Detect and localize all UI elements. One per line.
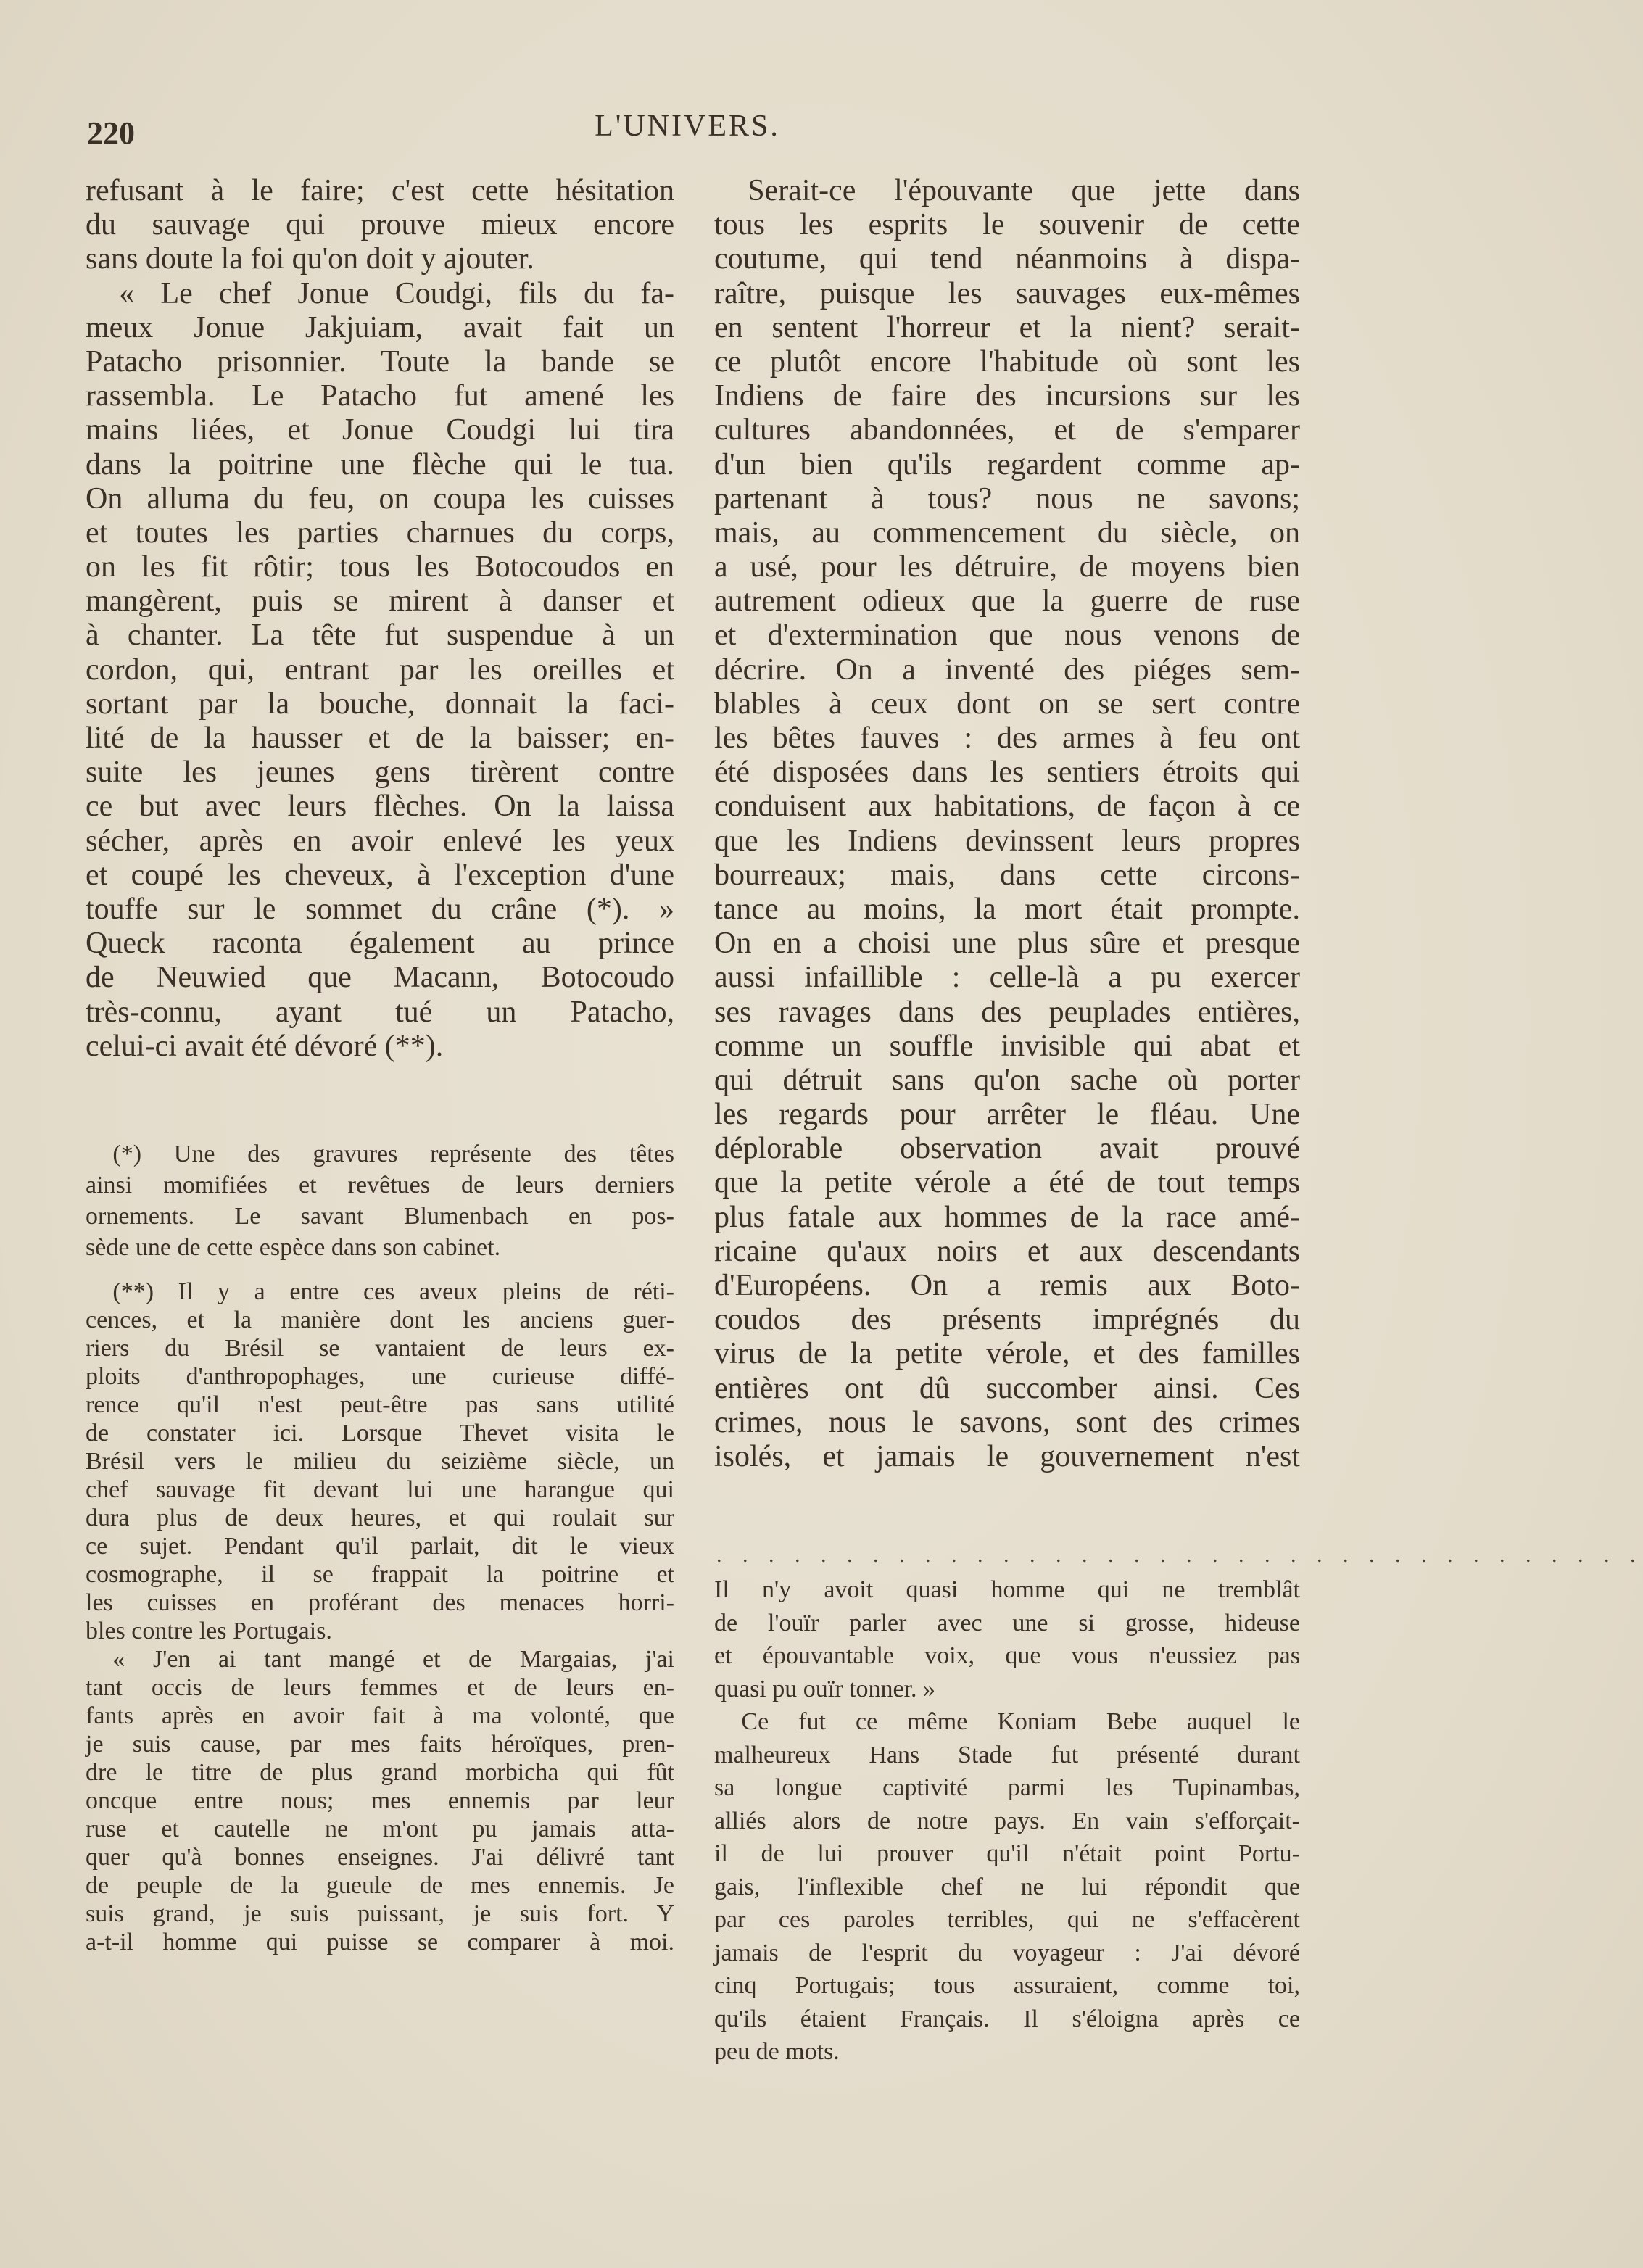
text-line: On alluma du feu, on coupa les cuisses	[86, 481, 674, 516]
paragraph	[714, 1705, 1300, 2069]
text-line: aussi infaillible : celle-là a pu exercer	[714, 961, 1300, 995]
text-line: sans doute la foi qu'on doit y ajouter.	[86, 242, 534, 276]
text-line: partenant à tous? nous ne savons;	[714, 481, 1300, 516]
text-line: dans la poitrine une flèche qui le tua.	[86, 447, 674, 481]
text-line: comme un souffle invisible qui abat et	[714, 1029, 1300, 1063]
text-line: que les Indiens devinssent leurs propres	[714, 824, 1300, 858]
text-line: raître, puisque les sauvages eux-mêmes	[714, 276, 1300, 310]
text-line: Il n'y avoit quasi homme qui ne tremblât	[714, 1576, 1300, 1603]
text-line: oncque entre nous; mes ennemis par leur	[86, 1787, 674, 1814]
text-line: ce plutôt encore l'habitude où sont les	[714, 344, 1300, 378]
text-line: a usé, pour les détruire, de moyens bien	[714, 550, 1300, 584]
paragraph	[86, 277, 674, 1064]
text-line: et d'extermination que nous venons de	[714, 618, 1300, 653]
text-line: ornements. Le savant Blumenbach en pos-	[86, 1203, 674, 1230]
text-line: Indiens de faire des incursions sur les	[714, 379, 1300, 413]
text-line: quer qu'à bonnes enseignes. J'ai délivré tant	[86, 1844, 674, 1871]
text-line: et épouvantable voix, que vous n'eussiez pas	[714, 1642, 1300, 1669]
page-number: 220	[87, 115, 135, 151]
text-line: rassembla. Le Patacho fut amené les	[86, 379, 674, 413]
text-line: par ces paroles terribles, qui ne s'effacèrent	[714, 1906, 1300, 1933]
paragraph	[86, 1278, 674, 1645]
text-line: virus de la petite vérole, et des familles	[714, 1337, 1300, 1371]
ellipsis-divider: . . . . . . . . . . . . . . . . . . . . . . . . . . . . . . . . . . . .	[716, 1543, 1643, 1567]
text-line: été disposées dans les sentiers étroits qui	[714, 756, 1300, 790]
paragraph	[714, 174, 1300, 1474]
text-line: ainsi momifiées et revêtues de leurs derniers	[86, 1172, 674, 1199]
footnote-2	[86, 1278, 674, 1956]
text-line: conduisent aux habitations, de façon à ce	[714, 790, 1300, 824]
text-line: sortant par la bouche, donnait la faci-	[86, 687, 674, 721]
text-line: tous les esprits le souvenir de cette	[714, 208, 1300, 242]
text-line: Patacho prisonnier. Toute la bande se	[86, 344, 674, 378]
text-line: malheureux Hans Stade fut présenté durant	[714, 1741, 1300, 1768]
text-line: rence qu'il n'est peut-être pas sans utilité	[86, 1391, 674, 1418]
text-line: mais, au commencement du siècle, on	[714, 516, 1300, 550]
footnote-continued	[714, 1573, 1300, 2069]
text-line: Brésil vers le milieu du seizième siècle, un	[86, 1448, 674, 1475]
text-line: de l'ouïr parler avec une si grosse, hideuse	[714, 1609, 1300, 1636]
paragraph	[86, 1645, 674, 1956]
text-line: ricaine qu'aux noirs et aux descendants	[714, 1234, 1300, 1268]
text-line: isolés, et jamais le gouvernement n'est	[714, 1439, 1300, 1473]
text-line: ploits d'anthropophages, une curieuse diffé-	[86, 1363, 674, 1390]
text-line: cosmographe, il se frappait la poitrine et	[86, 1561, 674, 1588]
text-line: dura plus de deux heures, et qui roulait sur	[86, 1505, 674, 1531]
text-line: ses ravages dans des peuplades entières,	[714, 995, 1300, 1029]
text-line: je suis cause, par mes faits héroïques, pren-	[86, 1731, 674, 1758]
text-line: quasi pu ouïr tonner. »	[714, 1675, 936, 1702]
text-line: d'Européens. On a remis aux Boto-	[714, 1269, 1300, 1302]
text-line: « Le chef Jonue Coudgi, fils du fa-	[119, 276, 674, 310]
text-line: jamais de l'esprit du voyageur : J'ai dévoré	[714, 1939, 1300, 1966]
text-line: très-connu, ayant tué un Patacho,	[86, 995, 674, 1029]
text-line: fants après en avoir fait à ma volonté, que	[86, 1702, 674, 1729]
text-line: cences, et la manière dont les anciens guer-	[86, 1307, 674, 1333]
text-line: alliés alors de notre pays. En vain s'efforçait-	[714, 1807, 1300, 1834]
text-line: Ce fut ce même Koniam Bebe auquel le	[741, 1708, 1300, 1735]
text-line: (**) Il y a entre ces aveux pleins de réti-	[112, 1278, 674, 1305]
text-line: de constater ici. Lorsque Thevet visita le	[86, 1420, 674, 1447]
text-line: autrement odieux que la guerre de ruse	[714, 584, 1300, 618]
text-line: coutume, qui tend néanmoins à dispa-	[714, 242, 1300, 276]
text-line: tance au moins, la mort était prompte.	[714, 892, 1300, 926]
text-line: de peuple de la gueule de mes ennemis. Je	[86, 1872, 674, 1899]
text-line: plus fatale aux hommes de la race amé-	[714, 1200, 1300, 1234]
text-line: ruse et cautelle ne m'ont pu jamais atta-	[86, 1816, 674, 1842]
text-line: Queck raconta également au prince	[86, 927, 674, 961]
text-line: crimes, nous le savons, sont des crimes	[714, 1405, 1300, 1439]
left-column-main-text	[86, 174, 674, 1064]
text-line: touffe sur le sommet du crâne (*). »	[86, 892, 674, 926]
footnote-1	[86, 1138, 674, 1263]
text-line: de Neuwied que Macann, Botocoudo	[86, 961, 674, 995]
text-line: décrire. On a inventé des piéges sem-	[714, 653, 1300, 687]
text-line: ce sujet. Pendant qu'il parlait, dit le vieux	[86, 1533, 674, 1560]
text-line: blables à ceux dont on se sert contre	[714, 687, 1300, 721]
text-line: sède une de cette espèce dans son cabinet.	[86, 1234, 501, 1261]
text-line: cinq Portugais; tous assuraient, comme toi,	[714, 1972, 1300, 1999]
text-line: en sentent l'horreur et la nient? serait-	[714, 310, 1300, 344]
text-line: (*) Une des gravures représente des têtes	[112, 1141, 674, 1167]
text-line: cordon, qui, entrant par les oreilles et	[86, 653, 674, 687]
text-line: on les fit rôtir; tous les Botocoudos en	[86, 550, 674, 584]
text-line: qui détruit sans qu'on sache où porter	[714, 1063, 1300, 1097]
text-line: mangèrent, puis se mirent à danser et	[86, 584, 674, 618]
text-line: chef sauvage fit devant lui une harangue qui	[86, 1476, 674, 1503]
text-line: gais, l'inflexible chef ne lui répondit que	[714, 1873, 1300, 1900]
right-column-main-text	[714, 174, 1300, 1474]
text-line: il de lui prouver qu'il n'était point Portu-	[714, 1840, 1300, 1867]
text-line: sécher, après en avoir enlevé les yeux	[86, 824, 674, 858]
text-line: entières ont dû succomber ainsi. Ces	[714, 1371, 1300, 1405]
text-line: et toutes les parties charnues du corps,	[86, 516, 674, 550]
text-line: suis grand, je suis puissant, je suis fort. Y	[86, 1900, 674, 1927]
text-line: sa longue captivité parmi les Tupinambas,	[714, 1774, 1300, 1801]
text-line: peu de mots.	[714, 2038, 840, 2065]
text-line: déplorable observation avait prouvé	[714, 1132, 1300, 1166]
text-line: suite les jeunes gens tirèrent contre	[86, 756, 674, 790]
text-line: et coupé les cheveux, à l'exception d'une	[86, 858, 674, 892]
text-line: du sauvage qui prouve mieux encore	[86, 208, 674, 242]
text-line: cultures abandonnées, et de s'emparer	[714, 413, 1300, 447]
text-line: bourreaux; mais, dans cette circons-	[714, 858, 1300, 892]
text-line: riers du Brésil se vantaient de leurs ex-	[86, 1335, 674, 1362]
text-line: d'un bien qu'ils regardent comme ap-	[714, 447, 1300, 481]
text-line: mains liées, et Jonue Coudgi lui tira	[86, 413, 674, 447]
text-line: « J'en ai tant mangé et de Margaias, j'ai	[112, 1646, 674, 1673]
running-title: L'UNIVERS.	[595, 109, 780, 143]
paragraph	[86, 174, 674, 277]
text-line: les regards pour arrêter le fléau. Une	[714, 1098, 1300, 1132]
text-line: celui-ci avait été dévoré (**).	[86, 1029, 444, 1063]
text-line: dre le titre de plus grand morbicha qui fût	[86, 1759, 674, 1786]
paragraph	[86, 1138, 674, 1263]
paragraph	[714, 1573, 1300, 1705]
text-line: les bêtes fauves : des armes à feu ont	[714, 721, 1300, 755]
text-line: lité de la hausser et de la baisser; en-	[86, 721, 674, 755]
text-line: On en a choisi une plus sûre et presque	[714, 927, 1300, 961]
text-line: Serait-ce l'épouvante que jette dans	[748, 174, 1300, 207]
text-line: que la petite vérole a été de tout temps	[714, 1166, 1300, 1200]
text-line: tant occis de leurs femmes et de leurs en-	[86, 1674, 674, 1701]
text-line: à chanter. La tête fut suspendue à un	[86, 618, 674, 653]
text-line: qu'ils étaient Français. Il s'éloigna après ce	[714, 2005, 1300, 2032]
text-line: bles contre les Portugais.	[86, 1618, 332, 1644]
text-line: ce but avec leurs flèches. On la laissa	[86, 790, 674, 824]
text-line: meux Jonue Jakjuiam, avait fait un	[86, 310, 674, 344]
text-line: les cuisses en proférant des menaces horri-	[86, 1589, 674, 1616]
text-line: coudos des présents imprégnés du	[714, 1303, 1300, 1337]
text-line: a-t-il homme qui puisse se comparer à moi.	[86, 1929, 674, 1955]
text-line: refusant à le faire; c'est cette hésitation	[86, 174, 674, 207]
